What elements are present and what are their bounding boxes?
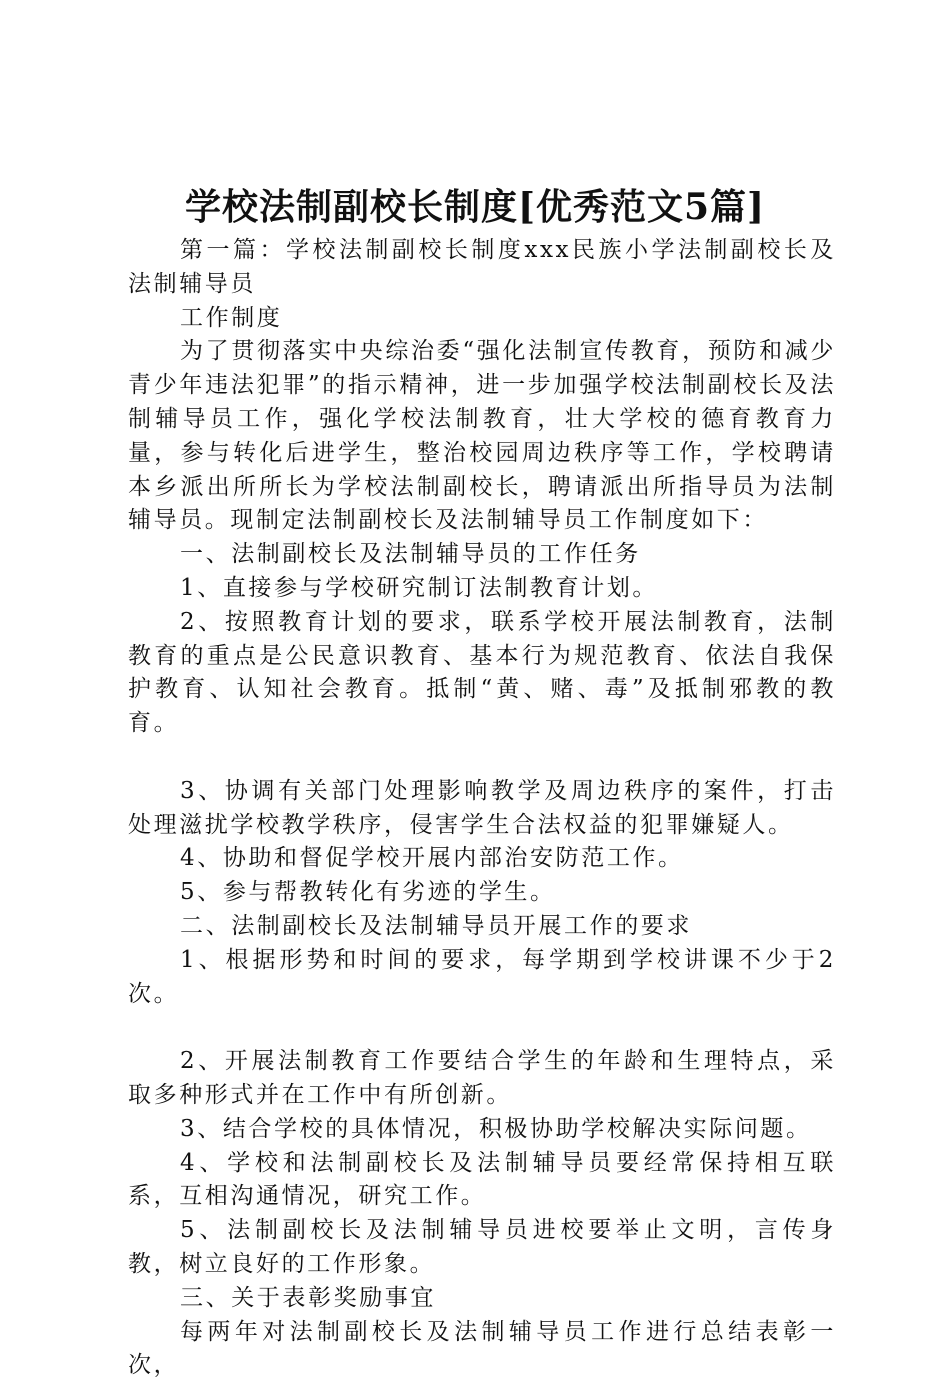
section-heading-requirements: 二、法制副校长及法制辅导员开展工作的要求 bbox=[128, 910, 836, 944]
paragraph-task-5: 5、参与帮教转化有劣迹的学生。 bbox=[128, 876, 836, 910]
document-body bbox=[128, 234, 836, 1383]
paragraph-requirement-3: 3、结合学校的具体情况，积极协助学校解决实际问题。 bbox=[128, 1113, 836, 1147]
paragraph-spacer bbox=[128, 1011, 836, 1045]
paragraph-requirement-2: 2、开展法制教育工作要结合学生的年龄和生理特点，采取多种形式并在工作中有所创新。 bbox=[128, 1045, 836, 1113]
section-heading-awards: 三、关于表彰奖励事宜 bbox=[128, 1282, 836, 1316]
paragraph-spacer bbox=[128, 741, 836, 775]
paragraph-intro: 为了贯彻落实中央综治委“强化法制宣传教育，预防和减少青少年违法犯罪”的指示精神，进一步加强学校法制副校长及法制辅导员工作，强化学校法制教育，壮大学校的德育教育力量，参与转化后进学生，整治校园周边秩序等工作，学校聘请本乡派出所所长为学校法制副校长，聘请派出所指导员为法制辅导员。现制定法制副校长及法制辅导员工作制度如下： bbox=[128, 335, 836, 538]
paragraph-requirement-5: 5、法制副校长及法制辅导员进校要举止文明，言传身教，树立良好的工作形象。 bbox=[128, 1214, 836, 1282]
paragraph-task-4: 4、协助和督促学校开展内部治安防范工作。 bbox=[128, 842, 836, 876]
paragraph-task-1: 1、直接参与学校研究制订法制教育计划。 bbox=[128, 572, 836, 606]
paragraph-work-system: 工作制度 bbox=[128, 302, 836, 336]
paragraph-requirement-1: 1、根据形势和时间的要求，每学期到学校讲课不少于2次。 bbox=[128, 944, 836, 1012]
paragraph-heading-part-one: 第一篇：学校法制副校长制度xxx民族小学法制副校长及法制辅导员 bbox=[128, 234, 836, 302]
paragraph-task-3: 3、协调有关部门处理影响教学及周边秩序的案件，打击处理滋扰学校教学秩序，侵害学生合法权益的犯罪嫌疑人。 bbox=[128, 775, 836, 843]
paragraph-awards: 每两年对法制副校长及法制辅导员工作进行总结表彰一次， bbox=[128, 1316, 836, 1383]
document-title: 学校法制副校长制度[优秀范文5篇] bbox=[0, 182, 950, 232]
paragraph-requirement-4: 4、学校和法制副校长及法制辅导员要经常保持相互联系，互相沟通情况，研究工作。 bbox=[128, 1147, 836, 1215]
section-heading-tasks: 一、法制副校长及法制辅导员的工作任务 bbox=[128, 538, 836, 572]
paragraph-task-2: 2、按照教育计划的要求，联系学校开展法制教育，法制教育的重点是公民意识教育、基本行为规范教育、依法自我保护教育、认知社会教育。抵制“黄、赌、毒”及抵制邪教的教育。 bbox=[128, 606, 836, 741]
